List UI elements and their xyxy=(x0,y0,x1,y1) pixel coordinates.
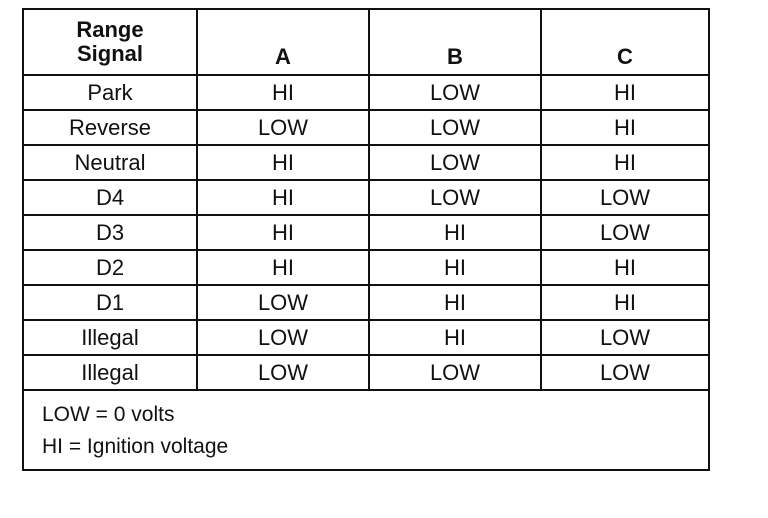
table-row xyxy=(24,320,708,355)
cell-a: LOW xyxy=(197,320,369,355)
cell-c: HI xyxy=(541,285,708,320)
header-range-signal xyxy=(24,10,197,75)
table-row xyxy=(24,215,708,250)
cell-c: LOW xyxy=(541,180,708,215)
table-row xyxy=(24,145,708,180)
header-col-b: B xyxy=(369,10,541,75)
cell-signal: Park xyxy=(24,75,197,110)
cell-signal: Neutral xyxy=(24,145,197,180)
cell-a: LOW xyxy=(197,285,369,320)
table-row xyxy=(24,75,708,110)
cell-a: HI xyxy=(197,145,369,180)
table-row xyxy=(24,180,708,215)
cell-signal: Illegal xyxy=(24,355,197,390)
voltage-legend xyxy=(24,391,708,469)
cell-b: LOW xyxy=(369,145,541,180)
table-row xyxy=(24,285,708,320)
cell-b: HI xyxy=(369,215,541,250)
cell-b: LOW xyxy=(369,75,541,110)
range-signal-table xyxy=(24,10,708,391)
cell-a: HI xyxy=(197,250,369,285)
table-row xyxy=(24,355,708,390)
header-col-a: A xyxy=(197,10,369,75)
range-signal-document xyxy=(22,8,710,471)
table-header xyxy=(24,10,708,75)
legend-hi: HI = Ignition voltage xyxy=(42,435,229,458)
cell-signal: D2 xyxy=(24,250,197,285)
header-signal-label: Signal xyxy=(76,41,143,66)
legend-low: LOW = 0 volts xyxy=(42,403,175,426)
cell-signal: Reverse xyxy=(24,110,197,145)
table-row xyxy=(24,110,708,145)
cell-c: LOW xyxy=(541,320,708,355)
cell-c: HI xyxy=(541,75,708,110)
cell-a: HI xyxy=(197,215,369,250)
cell-b: HI xyxy=(369,320,541,355)
header-col-c: C xyxy=(541,10,708,75)
cell-a: HI xyxy=(197,180,369,215)
cell-c: LOW xyxy=(541,355,708,390)
cell-signal: D4 xyxy=(24,180,197,215)
table-body xyxy=(24,75,708,390)
cell-a: LOW xyxy=(197,355,369,390)
cell-a: LOW xyxy=(197,110,369,145)
cell-a: HI xyxy=(197,75,369,110)
cell-c: HI xyxy=(541,110,708,145)
cell-b: LOW xyxy=(369,110,541,145)
cell-c: HI xyxy=(541,250,708,285)
cell-c: LOW xyxy=(541,215,708,250)
cell-c: HI xyxy=(541,145,708,180)
cell-b: LOW xyxy=(369,355,541,390)
cell-signal: Illegal xyxy=(24,320,197,355)
header-row xyxy=(24,10,708,75)
cell-signal: D1 xyxy=(24,285,197,320)
cell-b: LOW xyxy=(369,180,541,215)
header-range-label: Range xyxy=(76,17,144,42)
cell-b: HI xyxy=(369,285,541,320)
cell-b: HI xyxy=(369,250,541,285)
cell-signal: D3 xyxy=(24,215,197,250)
table-row xyxy=(24,250,708,285)
